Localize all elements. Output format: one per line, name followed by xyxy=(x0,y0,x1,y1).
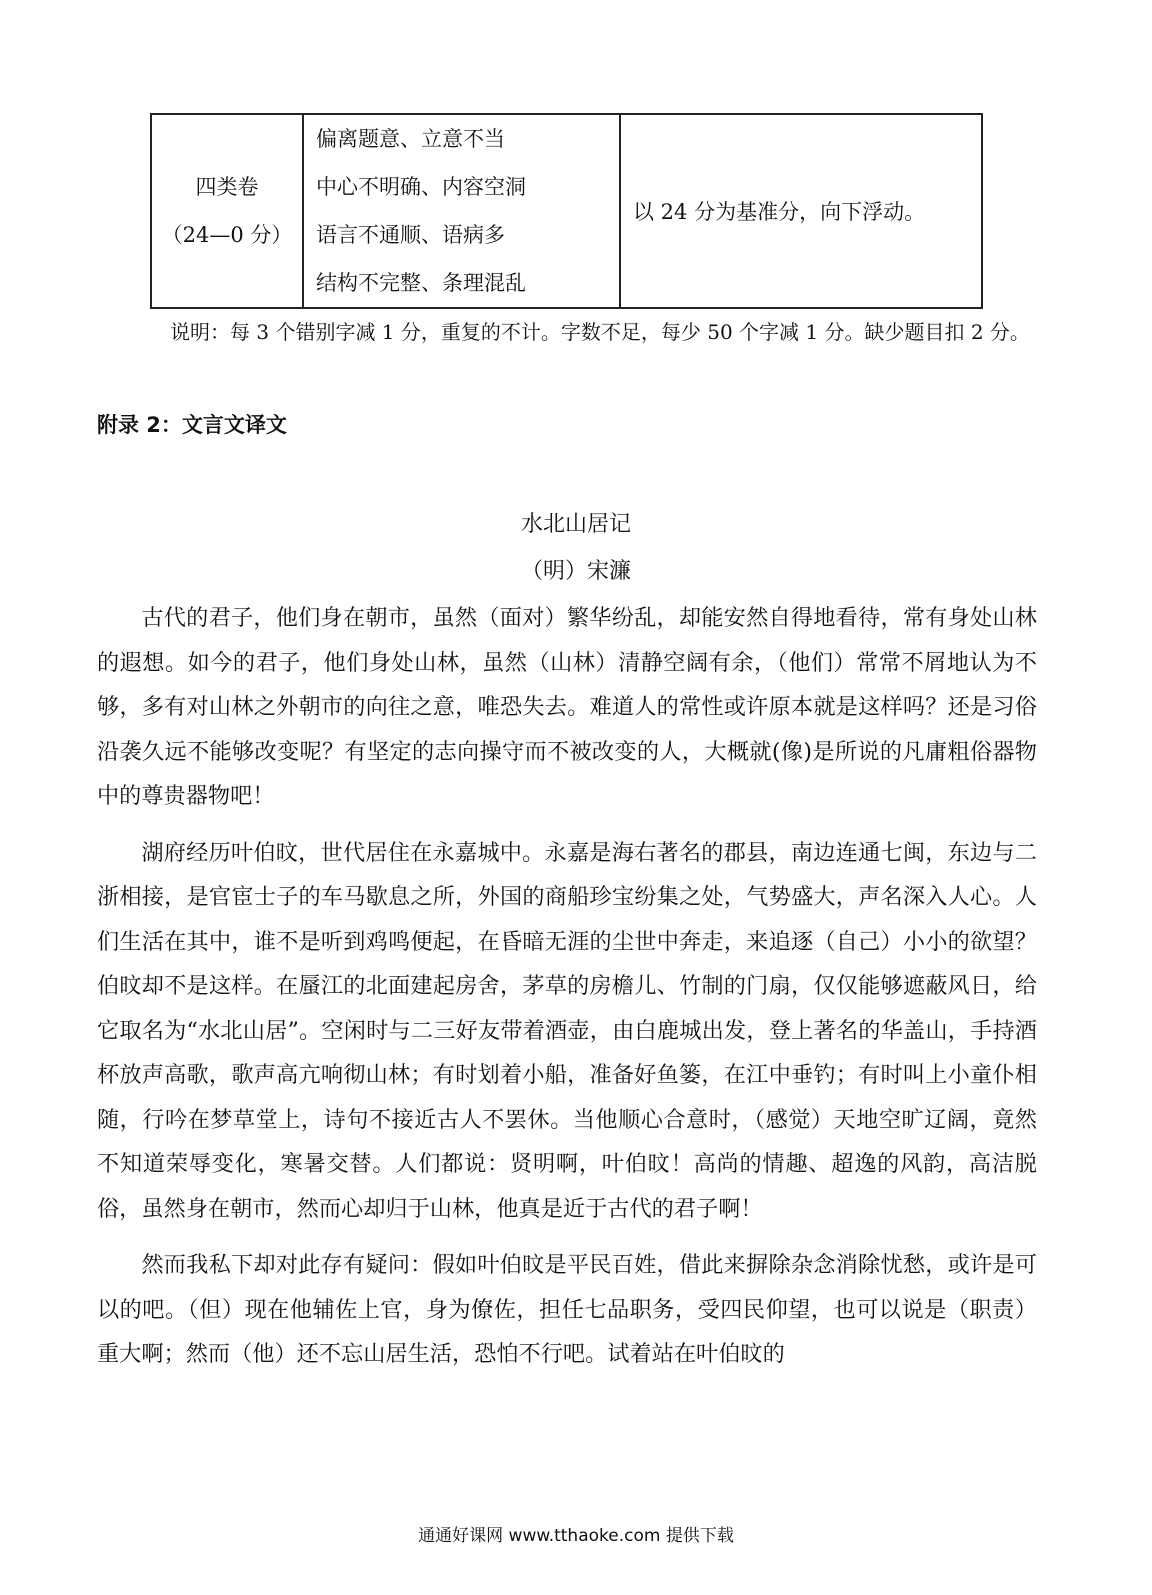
footer-credit: 通通好课网 www.tthaoke.com 提供下载 xyxy=(418,1526,734,1546)
essay-paragraph: 湖府经历叶伯旼，世代居住在永嘉城中。永嘉是海右著名的郡县，南边连通七闽，东边与二浙相接，是官宦士子的车马歇息之所，外国的商船珍宝纷集之处，气势盛大，声名深入人心。人们生活在其中，谁不是听到鸡鸣便起，在昏暗无涯的尘世中奔走，来追逐（自己）小小的欲望？伯旼却不是这样。在蜃江的北面建起房舍，茅草的房檐儿、竹制的门扇，仅仅能够遮蔽风日，给它取名为“水北山居”。空闲时与二三好友带着酒壶，由白鹿城出发，登上著名的华盖山，手持酒杯放声高歌，歌声高亢响彻山林；有时划着小船，准备好鱼篓，在江中垂钓；有时叫上小童仆相随，行吟在梦草堂上，诗句不接近古人不罢休。当他顺心合意时，（感觉）天地空旷辽阔，竟然不知道荣辱变化，寒暑交替。人们都说：贤明啊，叶伯旼！高尚的情趣、超逸的风韵，高洁脱俗，虽然身在朝市，然而心却归于山林，他真是近于古代的君子啊！ xyxy=(97,839,1037,1222)
criterion: 语言不通顺、语病多 xyxy=(316,223,505,247)
essay-paragraph: 然而我私下却对此存有疑问：假如叶伯旼是平民百姓，借此来摒除杂念消除忧愁，或许是可以的吧。（但）现在他辅佐上官，身为僚佐，担任七品职务，受四民仰望，也可以说是（职责）重大啊；然而（他）还不忘山居生活，恐怕不行吧。试着站在叶伯旼的 xyxy=(97,1252,1037,1367)
criterion: 中心不明确、内容空洞 xyxy=(316,175,526,199)
criterion: 结构不完整、条理混乱 xyxy=(316,271,526,295)
essay-title: 水北山居记 xyxy=(520,512,631,537)
grading-table xyxy=(150,113,983,309)
scoring-note: 说明：每 3 个错别字减 1 分，重复的不计。字数不足，每少 50 个字减 1 分。缺少题目扣 2 分。 xyxy=(170,320,1030,344)
appendix-heading: 附录 2：文言文译文 xyxy=(97,413,287,437)
essay-paragraph: 古代的君子，他们身在朝市，虽然（面对）繁华纷乱，却能安然自得地看待，常有身处山林的遐想。如今的君子，他们身处山林，虽然（山林）清静空阔有余，（他们）常常不屑地认为不够，多有对山林之外朝市的向往之意，唯恐失去。难道人的常性或许原本就是这样吗？还是习俗沿袭久远不能够改变呢？有坚定的志向操守而不被改变的人，大概就(像)是所说的凡庸粗俗器物中的尊贵器物吧！ xyxy=(97,605,1037,809)
score-rule-cell: 以 24 分为基准分，向下浮动。 xyxy=(620,114,982,308)
essay-author: （明）宋濂 xyxy=(520,559,631,584)
category-name: 四类卷 xyxy=(195,175,259,199)
category-range: （24—0 分） xyxy=(161,223,293,247)
criterion: 偏离题意、立意不当 xyxy=(316,127,505,151)
essay-body xyxy=(97,596,1037,1389)
category-cell xyxy=(151,114,303,308)
criteria-cell xyxy=(303,114,620,308)
